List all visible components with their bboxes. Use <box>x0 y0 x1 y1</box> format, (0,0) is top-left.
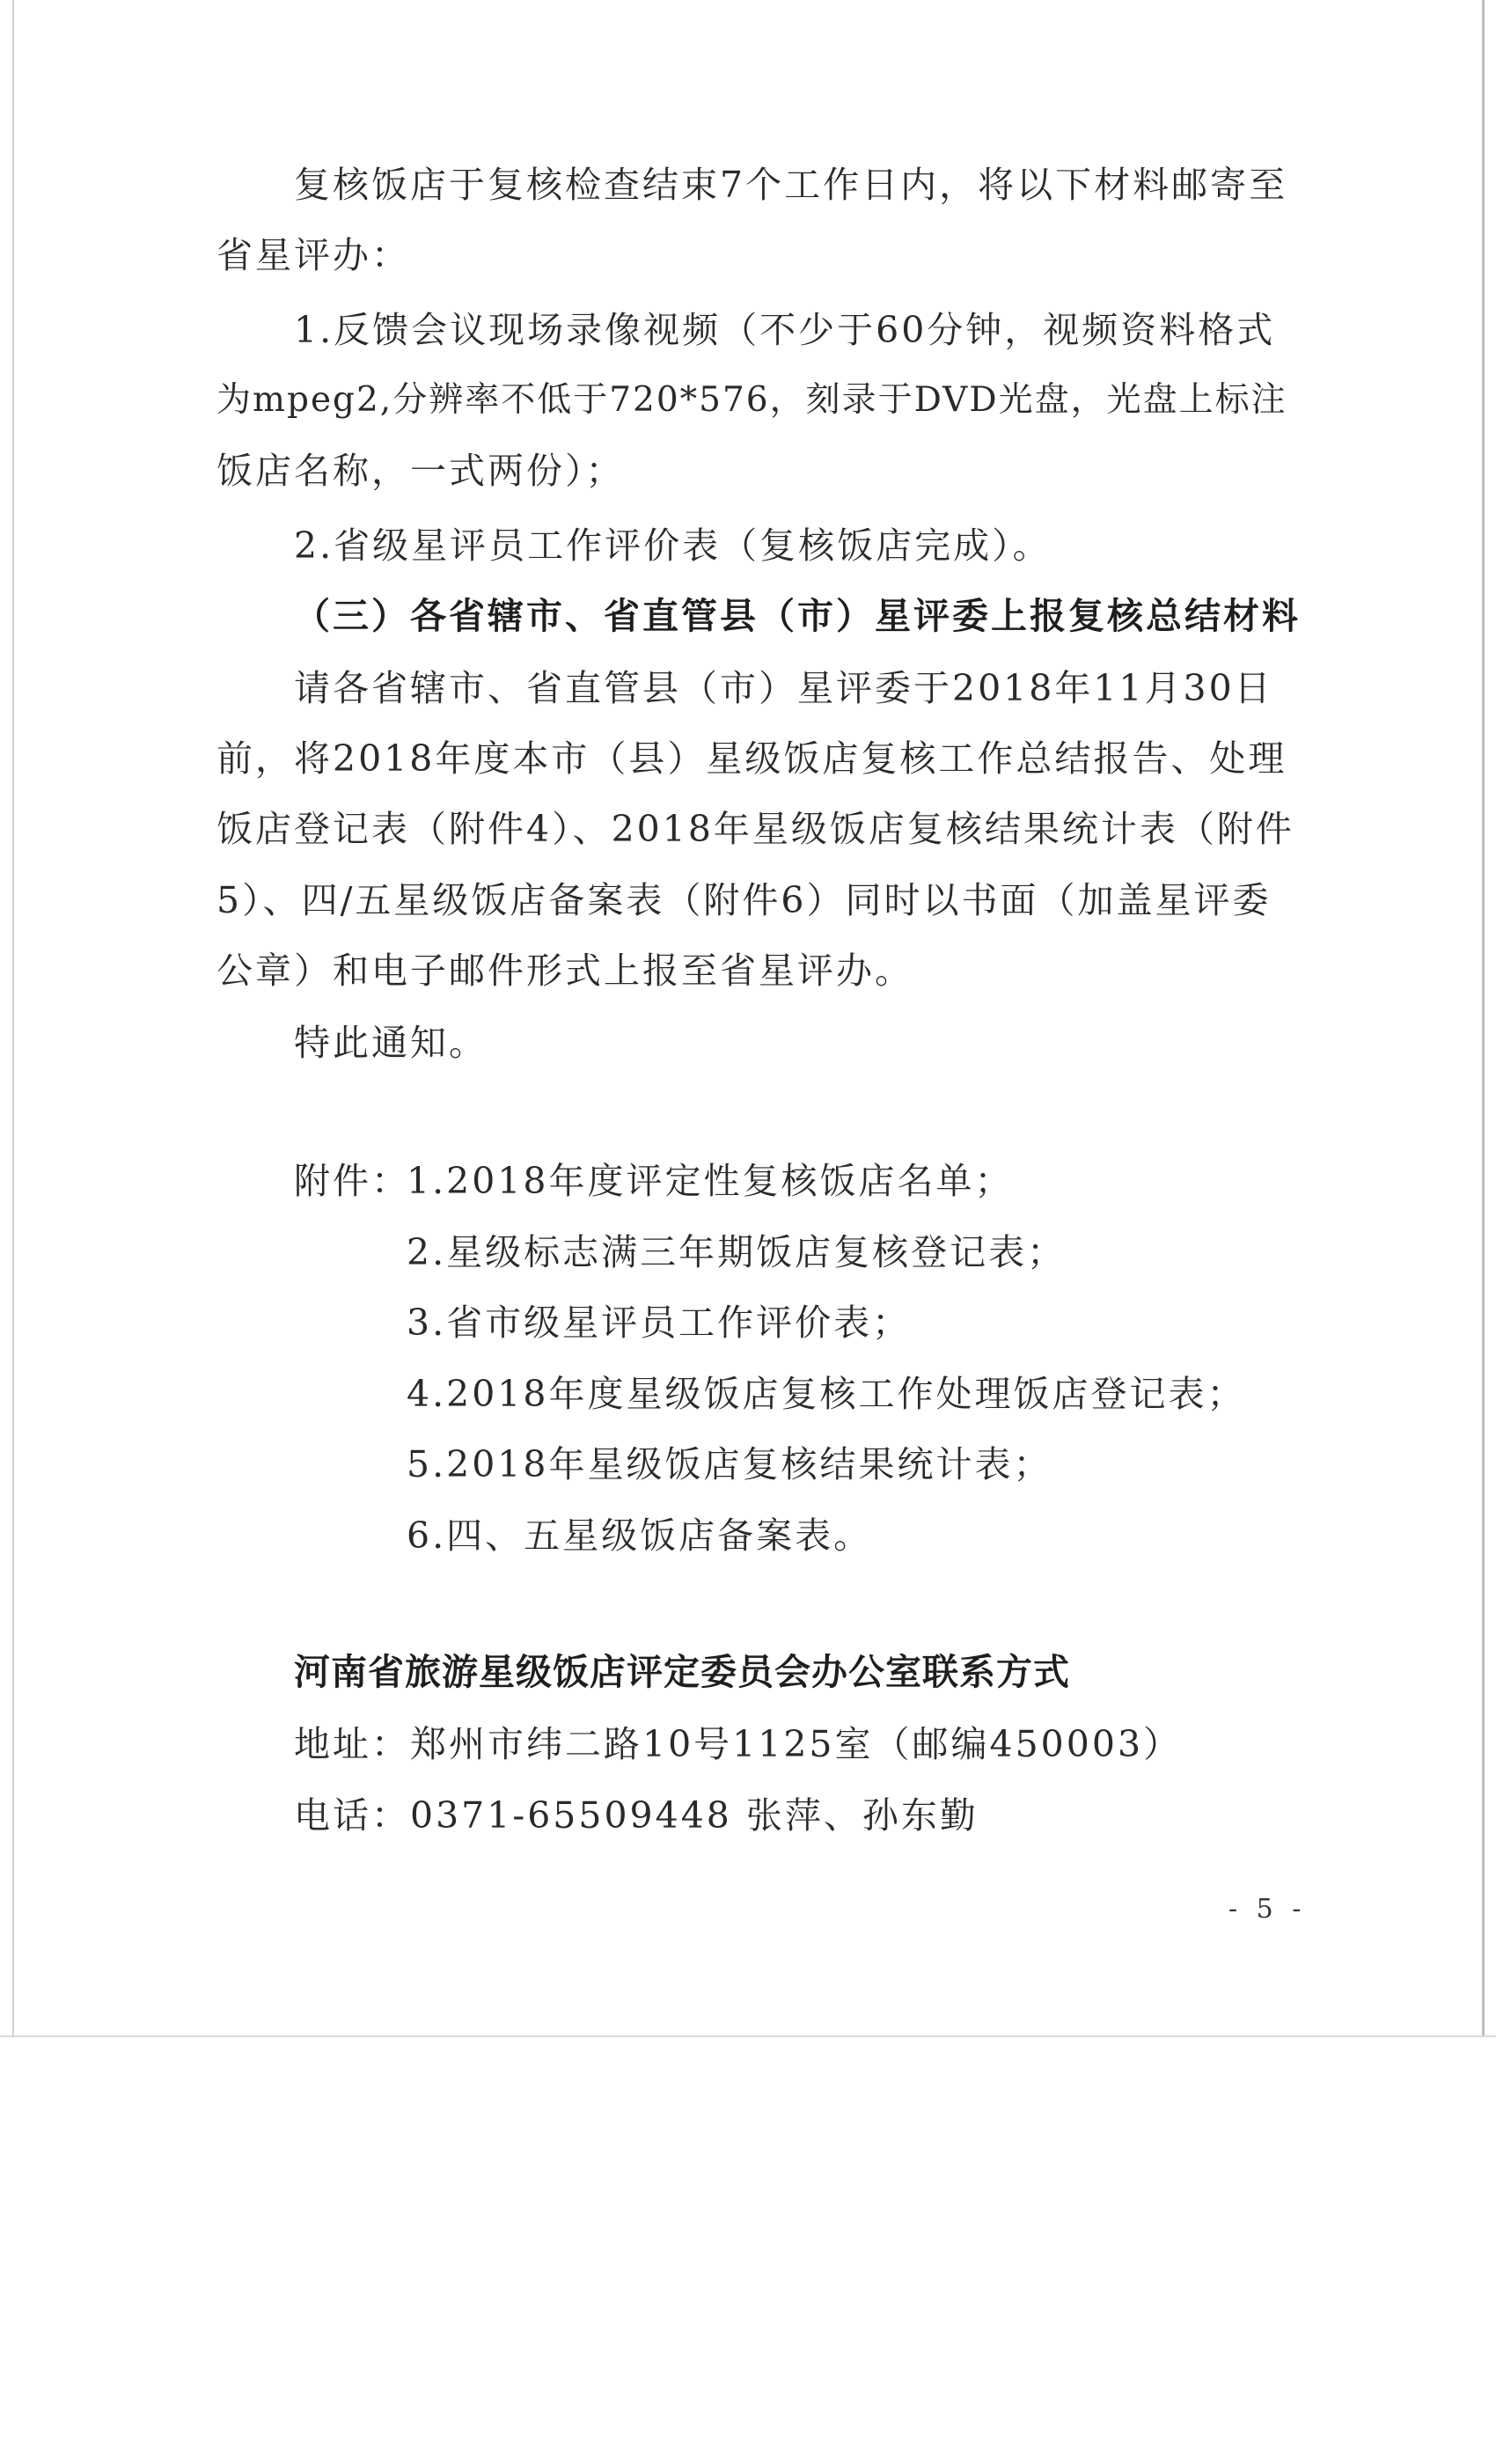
contact-address: 地址：郑州市纬二路10号1125室（邮编450003） <box>294 1723 1183 1765</box>
body-line: 2.省级星评员工作评价表（复核饭店完成）。 <box>294 524 1052 567</box>
body-line: 请各省辖市、省直管县（市）星评委于2018年11月30日 <box>294 667 1273 709</box>
attachment-item: 2.星级标志满三年期饭店复核登记表； <box>407 1231 1067 1273</box>
closing-line: 特此通知。 <box>294 1022 488 1064</box>
page-right-edge <box>1482 0 1485 2037</box>
body-line: 复核饭店于复核检查结束7个工作日内，将以下材料邮寄至 <box>294 164 1288 206</box>
body-line: 饭店名称，一式两份）； <box>216 450 625 492</box>
page-bottom-edge <box>0 2035 1496 2037</box>
body-line: 省星评办： <box>216 234 410 276</box>
body-line: 前，将2018年度本市（县）星级饭店复核工作总结报告、处理 <box>216 737 1287 780</box>
attachment-item: 5.2018年星级饭店复核结果统计表； <box>407 1443 1052 1485</box>
body-line: 1.反馈会议现场录像视频（不少于60分钟，视频资料格式 <box>294 309 1276 351</box>
contact-title: 河南省旅游星级饭店评定委员会办公室联系方式 <box>294 1651 1070 1693</box>
attachment-item: 1.2018年度评定性复核饭店名单； <box>407 1160 1014 1202</box>
page-left-edge <box>12 0 14 2037</box>
attachment-item: 6.四、五星级饭店备案表。 <box>407 1514 873 1557</box>
contact-phone: 电话：0371-65509448 张萍、孙东勤 <box>294 1794 979 1837</box>
body-line: 饭店登记表（附件4）、2018年星级饭店复核结果统计表（附件 <box>216 808 1294 850</box>
attachment-item: 4.2018年度星级饭店复核工作处理饭店登记表； <box>407 1373 1246 1415</box>
body-line: 5）、四/五星级饭店备案表（附件6）同时以书面（加盖星评委 <box>216 879 1272 921</box>
body-line: 为mpeg2,分辨率不低于720*576，刻录于DVD光盘，光盘上标注 <box>216 380 1287 420</box>
page-number: - 5 - <box>1228 1894 1307 1925</box>
body-line: 公章）和电子邮件形式上报至省星评办。 <box>216 950 913 992</box>
section-heading: （三）各省辖市、省直管县（市）星评委上报复核总结材料 <box>294 595 1301 637</box>
attachments-label: 附件： <box>294 1160 410 1202</box>
attachment-item: 3.省市级星评员工作评价表； <box>407 1302 912 1344</box>
